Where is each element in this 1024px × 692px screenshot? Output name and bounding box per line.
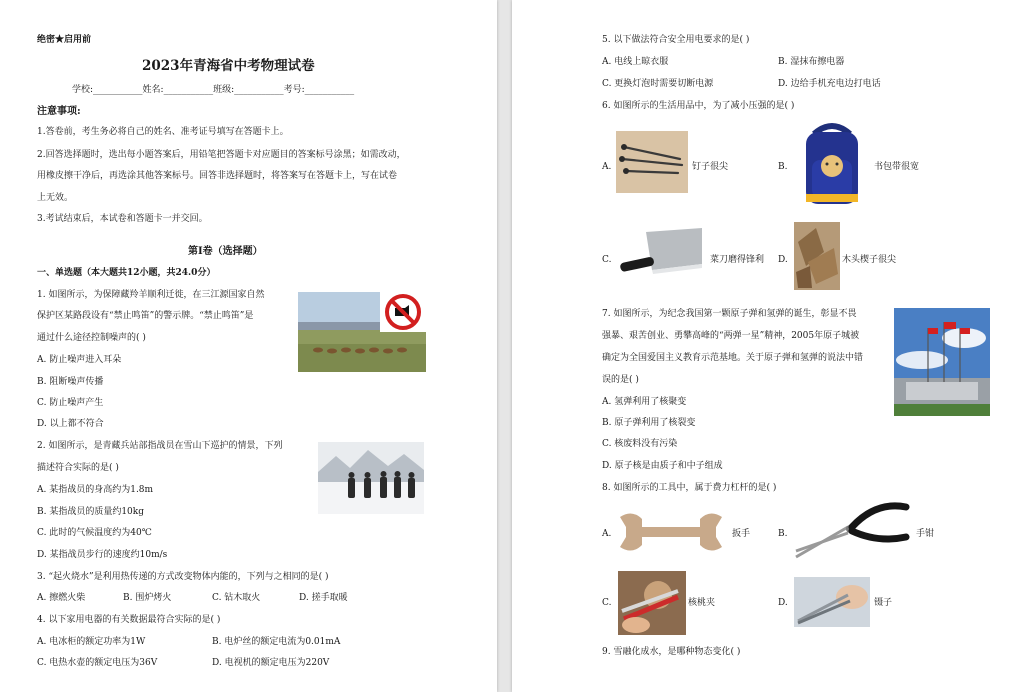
exam-page-right [512, 0, 1024, 692]
q2-stem: 描述符合实际的是( ) [37, 463, 119, 473]
q7-option-a: A. 氢弹利用了核聚变 [602, 397, 687, 407]
q4-option-a: A. 电冰柜的额定功率为1W [37, 637, 146, 647]
q1-option-d: D. 以上都不符合 [37, 419, 104, 429]
q6-stem: 6. 如图所示的生活用品中，为了减小压强的是( ) [602, 101, 795, 111]
q8-option-b-caption: 手钳 [916, 529, 935, 539]
note-line: 2.回答选择题时，选出每小题答案后，用铅笔把答题卡对应题目的答案标号涂黑；如需改动， [37, 150, 406, 160]
tweezers-photo [794, 577, 870, 627]
nutcracker-photo [618, 571, 686, 635]
q3-option-b: B. 围炉烤火 [123, 593, 172, 603]
q7-stem: 误的是( ) [602, 375, 639, 385]
q2-stem: 2. 如图所示，是青藏兵站部指战员在雪山下巡护的情景，下列 [37, 441, 283, 451]
cleaver-photo [616, 224, 704, 286]
section-title: 一、单选题（本大题共12小题，共24.0分） [37, 268, 216, 278]
q8-option-d-caption: 镊子 [874, 598, 893, 608]
q5-option-c: C. 更换灯泡时需要切断电源 [602, 79, 714, 89]
q2-option-c: C. 此时的气候温度约为40℃ [37, 528, 152, 538]
q8-option-c-caption: 核桃夹 [688, 598, 716, 608]
schoolbag-photo [796, 120, 868, 210]
q6-option-a-caption: 钉子很尖 [692, 162, 729, 172]
q8-option-d-letter: D. [778, 598, 788, 608]
q6-option-c-caption: 菜刀磨得锋利 [710, 255, 765, 265]
part-title: 第I卷（选择题） [188, 246, 263, 257]
q1-option-b: B. 阻断噪声传播 [37, 377, 104, 387]
q8-option-a-caption: 扳手 [732, 529, 751, 539]
q1-stem: 1. 如图所示，为保障藏羚羊顺利迁徙，在三江源国家自然 [37, 290, 265, 300]
q7-stem: 确定为全国爱国主义教育示范基地。关于原子弹和氢弹的说法中错 [602, 353, 864, 363]
notes-heading: 注意事项: [37, 106, 81, 117]
wrench-photo [618, 507, 724, 557]
q7-option-c: C. 核废料没有污染 [602, 439, 678, 449]
wooden-wedge-photo [794, 222, 840, 290]
q5-stem: 5. 以下做法符合安全用电要求的是( ) [602, 35, 750, 45]
q8-option-a-letter: A. [602, 529, 612, 539]
q7-option-b: B. 原子弹利用了核裂变 [602, 418, 696, 428]
q3-option-d: D. 搓手取暖 [299, 593, 348, 603]
secret-label: 绝密★启用前 [37, 35, 92, 45]
q1-option-a: A. 防止噪声进入耳朵 [37, 355, 122, 365]
q1-stem: 保护区某路段设有“禁止鸣笛”的警示牌。“禁止鸣笛”是 [37, 311, 254, 321]
q6-option-b-caption: 书包带很宽 [874, 162, 920, 172]
atomic-city-monument-photo [894, 308, 990, 416]
q6-option-c-letter: C. [602, 255, 612, 265]
antelope-no-horn-photo [298, 292, 426, 372]
q5-option-b: B. 湿抹布擦电器 [778, 57, 845, 67]
q1-option-c: C. 防止噪声产生 [37, 398, 104, 408]
q6-option-a-letter: A. [602, 162, 612, 172]
q8-option-c-letter: C. [602, 598, 612, 608]
q6-option-d-caption: 木头楔子很尖 [842, 255, 897, 265]
pliers-photo [792, 497, 910, 563]
q2-option-b: B. 某指战员的质量约10kg [37, 507, 145, 517]
q2-option-a: A. 某指战员的身高约为1.8m [37, 485, 154, 495]
q4-option-d: D. 电视机的额定电压为220V [212, 658, 330, 668]
exam-page-left [0, 0, 497, 692]
q8-stem: 8. 如图所示的工具中，属于费力杠杆的是( ) [602, 483, 777, 493]
note-line: 上无效。 [37, 193, 74, 203]
q4-option-b: B. 电炉丝的额定电流为0.01mA [212, 637, 341, 647]
nails-photo [616, 131, 688, 193]
q8-option-b-letter: B. [778, 529, 788, 539]
note-line: 用橡皮擦干净后，再选涂其他答案标号。回答非选择题时，将答案写在答题卡上，写在试卷 [37, 171, 398, 181]
q7-stem: 强暴、艰苦创业、勇攀高峰的“两弹一星”精神，2005年原子城被 [602, 331, 860, 341]
soldiers-snow-photo [318, 442, 424, 514]
q4-option-c: C. 电热水壶的额定电压为36V [37, 658, 158, 668]
q6-option-d-letter: D. [778, 255, 788, 265]
note-line: 1.答卷前，考生务必将自己的姓名、准考证号填写在答题卡上。 [37, 127, 289, 137]
q1-stem: 通过什么途径控制噪声的( ) [37, 333, 146, 343]
q7-option-d: D. 原子核是由质子和中子组成 [602, 461, 723, 471]
note-line: 3.考试结束后，本试卷和答题卡一并交回。 [37, 214, 208, 224]
q3-stem: 3. “起火烧水”是利用热传递的方式改变物体内能的，下列与之相同的是( ) [37, 572, 329, 582]
q5-option-a: A. 电线上晾衣服 [602, 57, 669, 67]
exam-title: 2023年青海省中考物理试卷 [142, 58, 315, 74]
student-info-line: 学校:___________姓名:___________班级:___________考号:___________ [72, 85, 355, 95]
q3-option-a: A. 擦燃火柴 [37, 593, 86, 603]
q7-stem: 7. 如图所示，为纪念我国第一颗原子弹和氢弹的诞生，彰显不畏 [602, 309, 857, 319]
q4-stem: 4. 以下家用电器的有关数据最符合实际的是( ) [37, 615, 221, 625]
q2-option-d: D. 某指战员步行的速度约10m/s [37, 550, 168, 560]
q6-option-b-letter: B. [778, 162, 788, 172]
q3-option-c: C. 钻木取火 [212, 593, 261, 603]
q5-option-d: D. 边给手机充电边打电话 [778, 79, 881, 89]
q9-stem: 9. 雪融化成水，是哪种物态变化( ) [602, 647, 741, 657]
